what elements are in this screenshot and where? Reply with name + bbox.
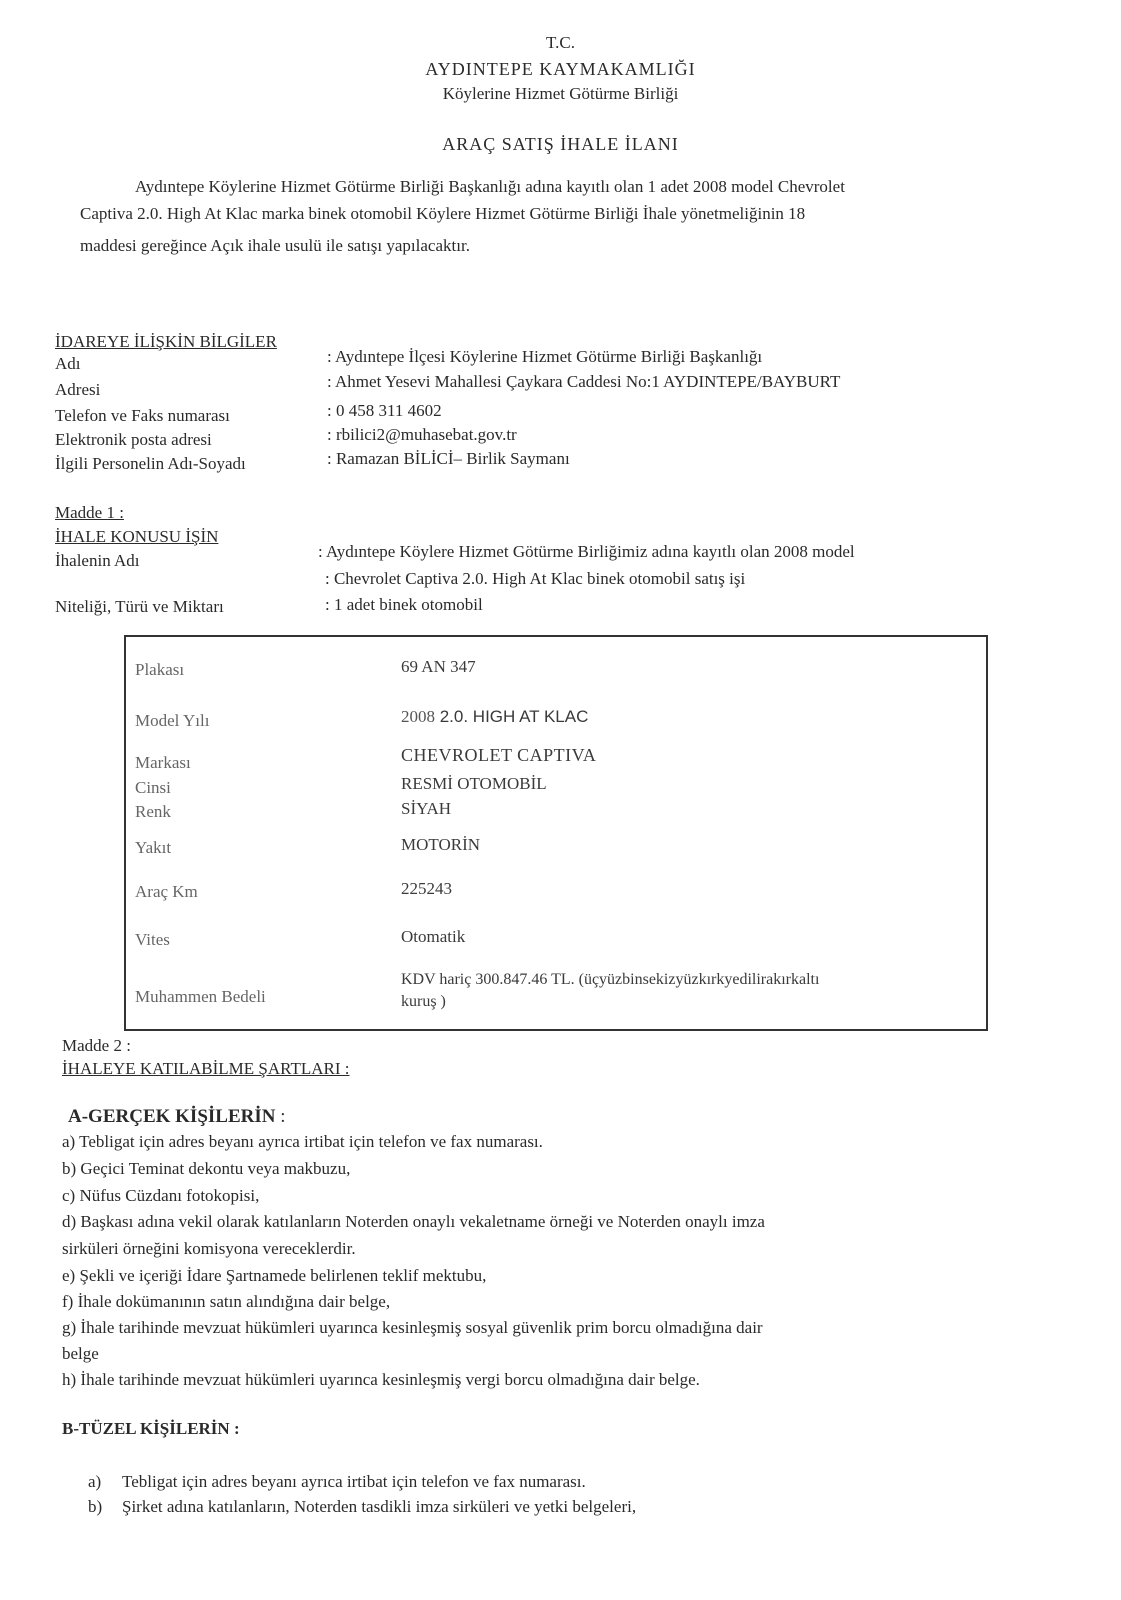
vehicle-label: Plakası: [135, 660, 185, 679]
tuzel-item: Şirket adına katılanların, Noterden tasdikli imza sirküleri ve yetki belgeleri,: [122, 1497, 637, 1516]
gercek-item: e) Şekli ve içeriği İdare Şartnamede belirlenen teklif mektubu,: [62, 1266, 487, 1285]
vehicle-label: Markası: [135, 753, 191, 772]
gercek-item: f) İhale dokümanının satın alındığına dair belge,: [62, 1292, 391, 1311]
idare-label-telefon: Telefon ve Faks numarası: [55, 406, 230, 425]
nitelik-value: : 1 adet binek otomobil: [325, 595, 483, 614]
vehicle-label: Yakıt: [135, 838, 172, 857]
madde1-label: Madde 1 :: [55, 503, 124, 522]
madde1-heading: İHALE KONUSU İŞİN: [55, 527, 219, 546]
vehicle-label: Renk: [135, 802, 171, 821]
vehicle-value: 69 AN 347: [401, 657, 476, 676]
vehicle-value: SİYAH: [401, 799, 452, 818]
madde2-label: Madde 2 :: [62, 1036, 131, 1055]
vehicle-value: RESMİ OTOMOBİL: [401, 774, 547, 793]
vehicle-label: Cinsi: [135, 778, 171, 797]
header-birlik: Köylerine Hizmet Götürme Birliği: [442, 84, 679, 103]
vehicle-value: 2008 2.0. HIGH AT KLAC: [401, 707, 589, 726]
gercek-item: g) İhale tarihinde mevzuat hükümleri uyarınca kesinleşmiş sosyal güvenlik prim borcu olmadığına dair: [62, 1318, 763, 1337]
idare-value-adres: : Ahmet Yesevi Mahallesi Çaykara Caddesi No:1 AYDINTEPE/BAYBURT: [327, 372, 841, 391]
idare-label-personel: İlgili Personelin Adı-Soyadı: [55, 454, 246, 473]
tuzel-item-marker: b): [88, 1497, 103, 1516]
intro-line-2: Captiva 2.0. High At Klac marka binek otomobil Köylere Hizmet Götürme Birliği İhale yönetmeliğinin 18: [80, 204, 806, 223]
idare-label-adi: Adı: [55, 354, 81, 373]
vehicle-value: MOTORİN: [401, 835, 481, 854]
idare-heading: İDAREYE İLİŞKİN BİLGİLER: [55, 332, 277, 351]
header-kaymakamlik: AYDINTEPE KAYMAKAMLIĞI: [425, 59, 696, 79]
header-tc: T.C.: [546, 33, 575, 52]
vehicle-value: Otomatik: [401, 927, 466, 946]
tuzel-item-marker: a): [88, 1472, 102, 1491]
madde2-heading: İHALEYE KATILABİLME ŞARTLARI :: [62, 1059, 350, 1078]
vehicle-value: 225243: [401, 879, 452, 898]
vehicle-value-cont: kuruş ): [401, 993, 446, 1010]
tuzel-heading: B-TÜZEL KİŞİLERİN :: [62, 1419, 240, 1438]
idare-value-eposta: : rbilici2@muhasebat.gov.tr: [327, 425, 517, 444]
gercek-item: c) Nüfus Cüzdanı fotokopisi,: [62, 1186, 260, 1205]
tuzel-item: Tebligat için adres beyanı ayrıca irtibat için telefon ve fax numarası.: [122, 1472, 586, 1491]
vehicle-label: Araç Km: [135, 882, 198, 901]
ihale-adi-label: İhalenin Adı: [55, 551, 140, 570]
nitelik-label: Niteliği, Türü ve Miktarı: [55, 597, 224, 616]
gercek-item: sirküleri örneğini komisyona vereceklerdir.: [62, 1239, 356, 1258]
intro-line-1: Aydıntepe Köylerine Hizmet Götürme Birliği Başkanlığı adına kayıtlı olan 1 adet 2008 model Chevrolet: [135, 177, 845, 196]
gercek-item: a) Tebligat için adres beyanı ayrıca irtibat için telefon ve fax numarası.: [62, 1132, 543, 1151]
ihale-adi-value-2: : Chevrolet Captiva 2.0. High At Klac binek otomobil satış işi: [325, 569, 746, 588]
vehicle-label: Vites: [135, 930, 170, 949]
gercek-item: b) Geçici Teminat dekontu veya makbuzu,: [62, 1159, 351, 1178]
vehicle-value: KDV hariç 300.847.46 TL. (üçyüzbinsekizyüzkırkyedilirakırkaltı: [401, 971, 820, 988]
idare-label-adres: Adresi: [55, 380, 101, 399]
vehicle-info-box: [124, 635, 988, 1031]
vehicle-label: Muhammen Bedeli: [135, 987, 266, 1006]
vehicle-label: Model Yılı: [135, 711, 210, 730]
gercek-item: h) İhale tarihinde mevzuat hükümleri uyarınca kesinleşmiş vergi borcu olmadığına dair belge.: [62, 1370, 700, 1389]
idare-label-eposta: Elektronik posta adresi: [55, 430, 212, 449]
ihale-adi-value-1: : Aydıntepe Köylere Hizmet Götürme Birliğimiz adına kayıtlı olan 2008 model: [318, 542, 855, 561]
page-title: ARAÇ SATIŞ İHALE İLANI: [442, 134, 679, 154]
idare-value-personel: : Ramazan BİLİCİ– Birlik Saymanı: [327, 449, 570, 468]
gercek-heading: A-GERÇEK KİŞİLERİN :: [68, 1106, 286, 1127]
vehicle-value: CHEVROLET CAPTIVA: [401, 745, 597, 765]
idare-value-adi: : Aydıntepe İlçesi Köylerine Hizmet Götürme Birliği Başkanlığı: [327, 347, 763, 366]
idare-value-telefon: : 0 458 311 4602: [327, 401, 442, 420]
gercek-item: d) Başkası adına vekil olarak katılanların Noterden onaylı vekaletname örneği ve Noterden onaylı imza: [62, 1212, 765, 1231]
gercek-item: belge: [62, 1344, 99, 1363]
intro-line-3: maddesi gereğince Açık ihale usulü ile satışı yapılacaktır.: [80, 236, 470, 255]
